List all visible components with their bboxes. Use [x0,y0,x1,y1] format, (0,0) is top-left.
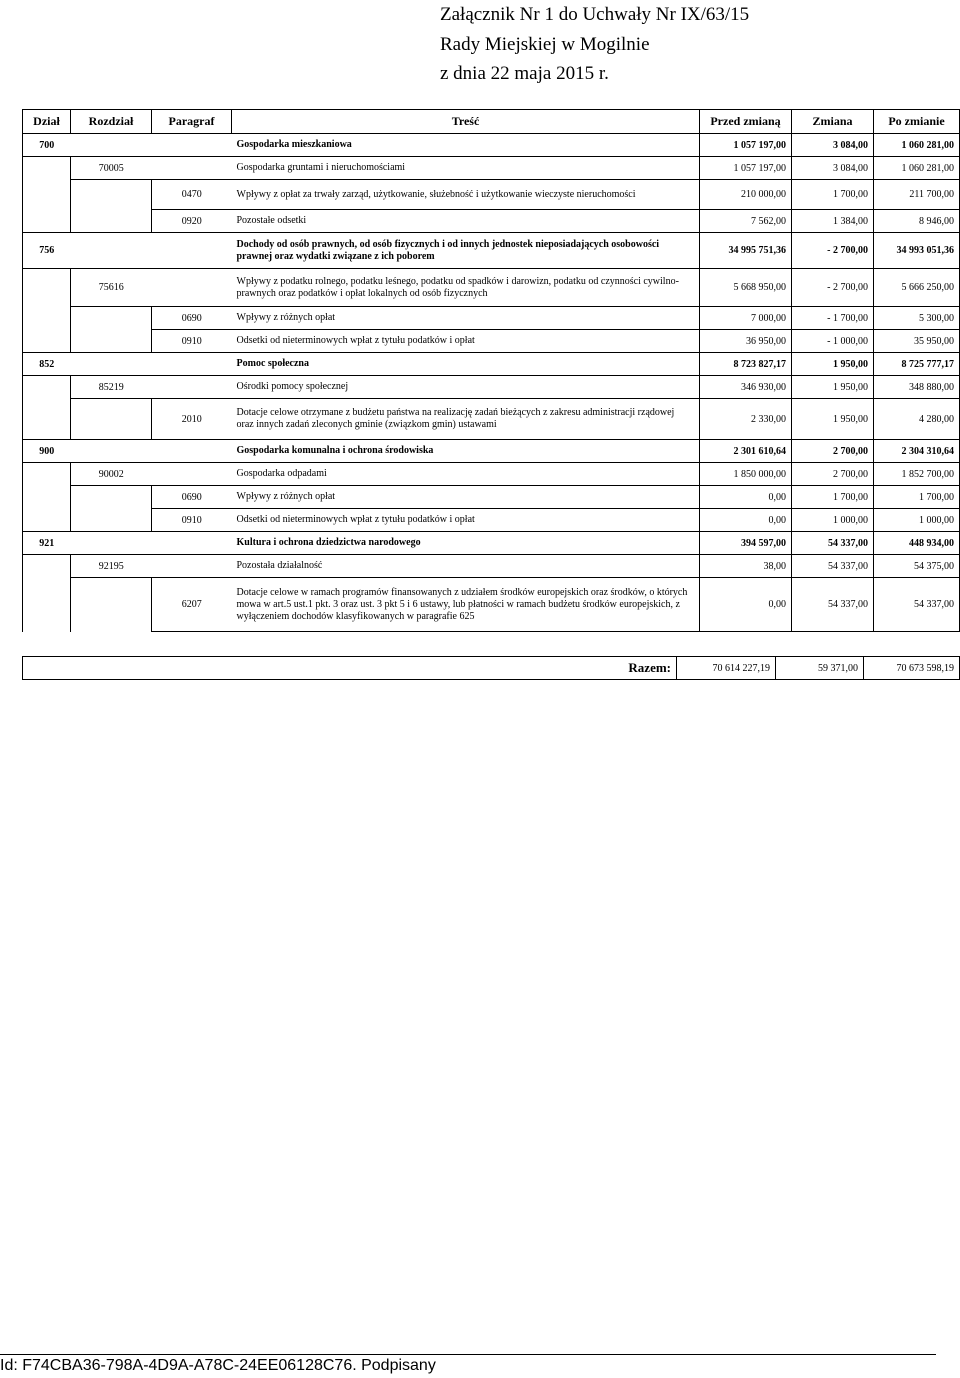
cell-przed: 2 301 610,64 [700,440,792,463]
cell-rozdzial [71,134,152,157]
cell-rozdzial [71,353,152,376]
total-label: Razem: [23,657,677,680]
cell-dzial [23,307,71,330]
cell-tresc: Wpływy z podatku rolnego, podatku leśnego, podatku od spadków i darowizn, podatku od czynności cywilno-prawnych oraz podatków i opłat lokalnych od osób fizycznych [232,269,700,307]
table-header-row [23,110,960,134]
cell-po: 54 375,00 [874,555,960,578]
cell-paragraf [152,532,232,555]
document-header [440,0,749,89]
cell-paragraf: 0690 [152,486,232,509]
cell-przed: 7 000,00 [700,307,792,330]
cell-rozdzial [71,307,152,330]
cell-przed: 346 930,00 [700,376,792,399]
cell-przed: 7 562,00 [700,210,792,233]
cell-zmiana: 1 384,00 [792,210,874,233]
cell-tresc: Dotacje celowe otrzymane z budżetu państwa na realizację zadań bieżących z zakresu administracji rządowej oraz innych zadań zleconych gminie (związkom gmin) ustawami [232,399,700,440]
table-row [23,486,960,509]
table-row [23,134,960,157]
header-line-3: z dnia 22 maja 2015 r. [440,63,609,84]
cell-zmiana: 3 084,00 [792,157,874,180]
cell-tresc: Gospodarka odpadami [232,463,700,486]
cell-po: 8 725 777,17 [874,353,960,376]
cell-po: 1 000,00 [874,509,960,532]
cell-po: 211 700,00 [874,180,960,210]
cell-zmiana: 54 337,00 [792,555,874,578]
cell-tresc: Odsetki od nieterminowych wpłat z tytułu podatków i opłat [232,509,700,532]
cell-tresc: Odsetki od nieterminowych wpłat z tytułu podatków i opłat [232,330,700,353]
cell-zmiana: 2 700,00 [792,463,874,486]
cell-paragraf [152,269,232,307]
cell-zmiana: 1 700,00 [792,486,874,509]
total-przed: 70 614 227,19 [677,657,776,680]
total-row [23,657,960,680]
cell-przed: 8 723 827,17 [700,353,792,376]
cell-dzial [23,269,71,307]
col-header-po: Po zmianie [874,110,960,134]
table-row [23,307,960,330]
cell-po: 2 304 310,64 [874,440,960,463]
cell-po: 4 280,00 [874,399,960,440]
cell-dzial [23,330,71,353]
cell-paragraf [152,555,232,578]
cell-zmiana: 1 000,00 [792,509,874,532]
cell-przed: 394 597,00 [700,532,792,555]
col-header-tresc: Treść [232,110,700,134]
cell-przed: 5 668 950,00 [700,269,792,307]
cell-zmiana: - 2 700,00 [792,233,874,269]
cell-paragraf: 0910 [152,330,232,353]
cell-przed: 0,00 [700,578,792,632]
cell-rozdzial [71,440,152,463]
cell-przed: 38,00 [700,555,792,578]
cell-paragraf: 6207 [152,578,232,632]
cell-dzial [23,486,71,509]
cell-dzial: 921 [23,532,71,555]
footer-divider [0,1354,936,1355]
table-row [23,532,960,555]
cell-po: 8 946,00 [874,210,960,233]
cell-paragraf [152,134,232,157]
cell-po: 1 060 281,00 [874,134,960,157]
cell-przed: 36 950,00 [700,330,792,353]
cell-dzial [23,555,71,578]
cell-paragraf: 0920 [152,210,232,233]
cell-po: 1 852 700,00 [874,463,960,486]
cell-tresc: Pomoc społeczna [232,353,700,376]
cell-zmiana: 2 700,00 [792,440,874,463]
cell-zmiana: 54 337,00 [792,578,874,632]
cell-zmiana: 1 700,00 [792,180,874,210]
cell-dzial: 852 [23,353,71,376]
budget-table-body [23,134,960,632]
cell-tresc: Pozostałe odsetki [232,210,700,233]
col-header-dzial: Dział [23,110,71,134]
cell-przed: 1 850 000,00 [700,463,792,486]
table-row [23,233,960,269]
cell-tresc: Gospodarka komunalna i ochrona środowiska [232,440,700,463]
cell-paragraf [152,376,232,399]
cell-tresc: Wpływy z różnych opłat [232,307,700,330]
cell-rozdzial [71,509,152,532]
cell-dzial [23,399,71,440]
cell-przed: 0,00 [700,509,792,532]
cell-zmiana: 54 337,00 [792,532,874,555]
cell-dzial: 900 [23,440,71,463]
cell-rozdzial: 70005 [71,157,152,180]
cell-rozdzial [71,532,152,555]
col-header-zmiana: Zmiana [792,110,874,134]
col-header-przed: Przed zmianą [700,110,792,134]
budget-table [22,109,960,632]
cell-tresc: Wpływy z opłat za trwały zarząd, użytkowanie, służebność i użytkowanie wieczyste nieruchomości [232,180,700,210]
cell-dzial [23,463,71,486]
cell-rozdzial [71,399,152,440]
cell-po: 1 060 281,00 [874,157,960,180]
cell-tresc: Dotacje celowe w ramach programów finansowanych z udziałem środków europejskich oraz środków, o których mowa w art.5 ust.1 pkt. 3 oraz ust. 3 pkt 5 i 6 ustawy, lub płatności w ramach budżetu środków europejskich, z wyłączeniem dochodów klasyfikowanych w paragrafie 625 [232,578,700,632]
cell-paragraf [152,463,232,486]
cell-paragraf [152,157,232,180]
cell-rozdzial [71,180,152,210]
table-row [23,353,960,376]
cell-przed: 210 000,00 [700,180,792,210]
cell-przed: 0,00 [700,486,792,509]
cell-tresc: Pozostała działalność [232,555,700,578]
table-row [23,330,960,353]
col-header-paragraf: Paragraf [152,110,232,134]
cell-rozdzial: 92195 [71,555,152,578]
header-line-2: Rady Miejskiej w Mogilnie [440,33,650,55]
table-row [23,376,960,399]
cell-tresc: Gospodarka mieszkaniowa [232,134,700,157]
table-row [23,578,960,632]
cell-przed: 34 995 751,36 [700,233,792,269]
cell-rozdzial: 90002 [71,463,152,486]
col-header-rozdzial: Rozdział [71,110,152,134]
document-id-footer: Id: F74CBA36-798A-4D9A-A78C-24EE06128C76. Podpisany [0,1357,436,1374]
table-row [23,180,960,210]
cell-paragraf [152,353,232,376]
cell-tresc: Kultura i ochrona dziedzictwa narodowego [232,532,700,555]
table-row [23,157,960,180]
cell-dzial [23,157,71,180]
cell-tresc: Ośrodki pomocy społecznej [232,376,700,399]
cell-po: 5 300,00 [874,307,960,330]
cell-po: 5 666 250,00 [874,269,960,307]
cell-rozdzial: 85219 [71,376,152,399]
cell-paragraf [152,440,232,463]
table-row [23,399,960,440]
cell-dzial: 700 [23,134,71,157]
table-row [23,210,960,233]
cell-przed: 2 330,00 [700,399,792,440]
cell-rozdzial: 75616 [71,269,152,307]
cell-rozdzial [71,486,152,509]
cell-tresc: Dochody od osób prawnych, od osób fizycznych i od innych jednostek nieposiadających osobowości prawnej oraz wydatki związane z ich poborem [232,233,700,269]
cell-dzial [23,376,71,399]
table-row [23,509,960,532]
table-row [23,555,960,578]
cell-dzial [23,210,71,233]
cell-po: 448 934,00 [874,532,960,555]
total-zmiana: 59 371,00 [776,657,864,680]
cell-paragraf: 0470 [152,180,232,210]
cell-rozdzial [71,210,152,233]
cell-rozdzial [71,578,152,632]
cell-po: 1 700,00 [874,486,960,509]
cell-po: 34 993 051,36 [874,233,960,269]
cell-rozdzial [71,233,152,269]
cell-zmiana: 1 950,00 [792,376,874,399]
total-po: 70 673 598,19 [864,657,960,680]
table-row [23,463,960,486]
table-row [23,440,960,463]
cell-dzial: 756 [23,233,71,269]
cell-paragraf: 0910 [152,509,232,532]
cell-przed: 1 057 197,00 [700,157,792,180]
cell-zmiana: 1 950,00 [792,399,874,440]
cell-dzial [23,578,71,632]
cell-zmiana: 1 950,00 [792,353,874,376]
cell-po: 348 880,00 [874,376,960,399]
cell-po: 54 337,00 [874,578,960,632]
cell-tresc: Gospodarka gruntami i nieruchomościami [232,157,700,180]
cell-dzial [23,509,71,532]
cell-paragraf: 2010 [152,399,232,440]
total-table [22,656,960,680]
table-row [23,269,960,307]
cell-paragraf [152,233,232,269]
cell-przed: 1 057 197,00 [700,134,792,157]
cell-paragraf: 0690 [152,307,232,330]
cell-dzial [23,180,71,210]
cell-zmiana: - 2 700,00 [792,269,874,307]
cell-zmiana: - 1 000,00 [792,330,874,353]
cell-po: 35 950,00 [874,330,960,353]
cell-zmiana: 3 084,00 [792,134,874,157]
cell-rozdzial [71,330,152,353]
cell-tresc: Wpływy z różnych opłat [232,486,700,509]
header-line-1: Załącznik Nr 1 do Uchwały Nr IX/63/15 [440,4,750,25]
cell-zmiana: - 1 700,00 [792,307,874,330]
